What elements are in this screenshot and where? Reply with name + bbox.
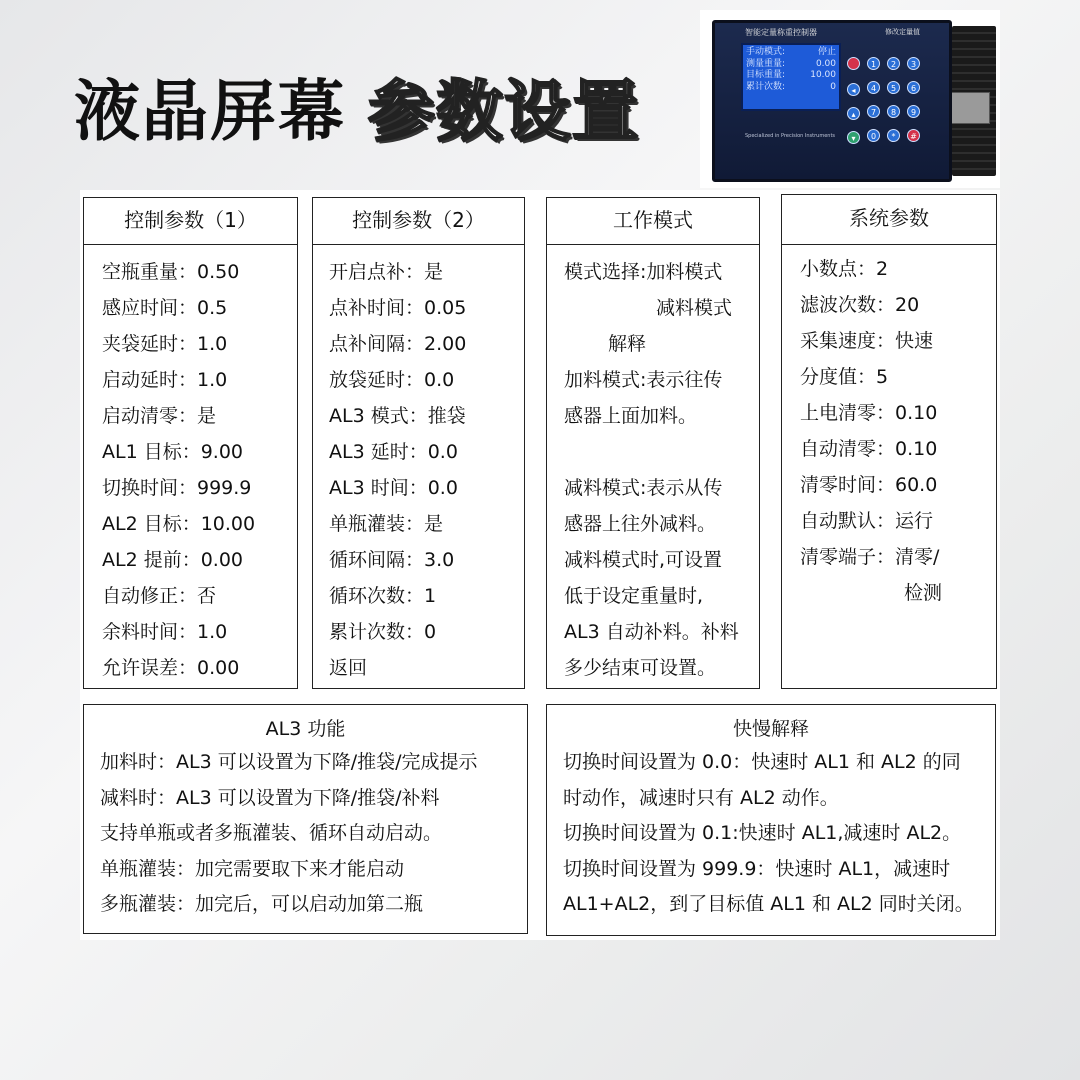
al3-header: AL3 功能 bbox=[265, 718, 346, 740]
lcd-row: 手动模式: 停止 bbox=[746, 47, 836, 57]
list-item: 多瓶灌装：加完后，可以启动加第二瓶 bbox=[100, 893, 424, 915]
device-footer-text: Specialized in Precision Instruments bbox=[745, 133, 836, 139]
list-item: 时动作，减速时只有 AL2 动作。 bbox=[563, 786, 839, 809]
up-arrow-key-icon: ▴ bbox=[847, 107, 860, 120]
list-item: 启动清零：是 bbox=[102, 405, 217, 427]
list-item: AL2 提前：0.00 bbox=[102, 549, 244, 571]
list-item: 清零端子：清零/ bbox=[800, 546, 940, 568]
list-item: AL1+AL2，到了目标值 AL1 和 AL2 同时关闭。 bbox=[563, 893, 974, 915]
list-item: 返回 bbox=[329, 657, 368, 679]
workmode-header-box bbox=[546, 197, 760, 245]
control2-header: 控制参数（2） bbox=[352, 208, 485, 232]
keypad-key-icon: 9 bbox=[907, 105, 920, 118]
list-item: AL1 目标：9.00 bbox=[102, 441, 244, 463]
sub-mode-desc: 多少结束可设置。 bbox=[564, 657, 717, 679]
list-item: 累计次数：0 bbox=[329, 621, 437, 643]
list-item: 点补间隔：2.00 bbox=[329, 333, 467, 355]
keypad-key-icon: 7 bbox=[867, 105, 880, 118]
lcd-row: 累计次数: 0 bbox=[746, 81, 836, 92]
lcd-row: 测量重量: 0.00 bbox=[746, 58, 836, 69]
list-item: 夹袋延时：1.0 bbox=[102, 333, 228, 355]
device-keys-title: 修改定量值 bbox=[885, 28, 920, 36]
list-item: 滤波次数：20 bbox=[800, 294, 920, 316]
list-item: 支持单瓶或者多瓶灌装、循环自动启动。 bbox=[100, 822, 443, 844]
lcd-row: 目标重量: 10.00 bbox=[746, 70, 836, 80]
list-item: 自动修正：否 bbox=[102, 585, 217, 607]
control2-header-box bbox=[312, 197, 525, 245]
list-item: AL3 延时：0.0 bbox=[329, 441, 458, 463]
device-front-panel bbox=[712, 20, 952, 182]
keypad-key-icon: 5 bbox=[887, 81, 900, 94]
control1-panel bbox=[83, 244, 298, 689]
list-item: 开启点补：是 bbox=[329, 261, 444, 283]
keypad-key-icon: 4 bbox=[867, 81, 880, 94]
sub-mode-desc: 感器上往外减料。 bbox=[564, 513, 717, 535]
headline-subtitle: 参数设置 bbox=[368, 72, 640, 150]
list-item: 切换时间设置为 0.1:快速时 AL1,减速时 AL2。 bbox=[563, 822, 962, 844]
add-mode-desc: 感器上面加料。 bbox=[564, 405, 698, 427]
sub-mode-desc: 减料模式时,可设置 bbox=[564, 549, 723, 571]
list-item: 循环次数：1 bbox=[329, 585, 437, 607]
list-item: 切换时间：999.9 bbox=[102, 477, 252, 499]
controller-device-photo bbox=[700, 10, 1000, 188]
down-arrow-key-icon: ▾ bbox=[847, 131, 860, 144]
sub-mode-desc: 减料模式:表示从传 bbox=[564, 477, 723, 499]
keypad-key-icon: 3 bbox=[907, 57, 920, 70]
keypad-key-icon: 6 bbox=[907, 81, 920, 94]
list-item: 分度值：5 bbox=[800, 366, 889, 388]
sub-mode-desc: AL3 自动补料。补料 bbox=[564, 621, 739, 643]
device-mount-clip bbox=[948, 92, 990, 124]
list-item: 自动清零：0.10 bbox=[800, 438, 938, 460]
list-item: 采集速度：快速 bbox=[800, 330, 934, 352]
system-header: 系统参数 bbox=[849, 206, 929, 230]
device-lcd-screen bbox=[741, 43, 841, 111]
workmode-panel bbox=[546, 244, 760, 689]
keypad-key-icon: 2 bbox=[887, 57, 900, 70]
keypad-key-icon: 0 bbox=[867, 129, 880, 142]
mode-select-line: 模式选择:加料模式 bbox=[564, 261, 723, 283]
list-item: 上电清零：0.10 bbox=[800, 402, 938, 424]
list-item: 切换时间设置为 999.9：快速时 AL1，减速时 bbox=[563, 857, 951, 880]
speed-panel bbox=[546, 704, 996, 936]
keypad-key-icon: * bbox=[887, 129, 900, 142]
list-item: AL3 时间：0.0 bbox=[329, 477, 458, 499]
headline-title: 液晶屏幕 bbox=[74, 72, 346, 150]
speed-header: 快慢解释 bbox=[732, 718, 809, 740]
list-item: 清零时间：60.0 bbox=[800, 474, 938, 496]
blank-line bbox=[564, 434, 739, 470]
left-arrow-key-icon: ◂ bbox=[847, 83, 860, 96]
add-mode-desc: 加料模式:表示往传 bbox=[564, 369, 723, 391]
list-item: 单瓶灌装：加完需要取下来才能启动 bbox=[100, 857, 405, 880]
control1-header: 控制参数（1） bbox=[124, 208, 257, 232]
list-item: 允许误差：0.00 bbox=[102, 657, 240, 679]
al3-panel bbox=[83, 704, 528, 934]
parameter-sheet bbox=[80, 190, 1000, 940]
workmode-header: 工作模式 bbox=[613, 208, 693, 232]
list-item: 单瓶灌装：是 bbox=[329, 513, 444, 535]
keypad-key-icon: 8 bbox=[887, 105, 900, 118]
list-item: 空瓶重量：0.50 bbox=[102, 261, 240, 283]
list-item: 切换时间设置为 0.0：快速时 AL1 和 AL2 的同 bbox=[563, 751, 961, 773]
control2-panel bbox=[312, 244, 525, 689]
sub-mode-desc: 低于设定重量时, bbox=[564, 585, 704, 607]
device-title: 智能定量称重控制器 bbox=[745, 28, 817, 37]
list-item: 自动默认：运行 bbox=[800, 510, 934, 532]
list-item: 启动延时：1.0 bbox=[102, 369, 228, 391]
explain-label: 解释 bbox=[608, 333, 647, 355]
list-item: 加料时：AL3 可以设置为下降/推袋/完成提示 bbox=[100, 751, 478, 773]
list-item: AL2 目标：10.00 bbox=[102, 513, 256, 535]
list-item: 放袋延时：0.0 bbox=[329, 369, 455, 391]
list-item: 循环间隔：3.0 bbox=[329, 549, 455, 571]
list-item: 点补时间：0.05 bbox=[329, 297, 467, 319]
list-item: 余料时间：1.0 bbox=[102, 621, 228, 643]
mode-alt-line: 减料模式 bbox=[656, 297, 733, 319]
list-item: AL3 模式：推袋 bbox=[329, 405, 466, 427]
list-item: 检测 bbox=[904, 582, 943, 604]
system-header-box bbox=[781, 194, 997, 245]
page-headline bbox=[74, 60, 640, 150]
system-panel bbox=[781, 244, 997, 689]
run-stop-key-icon bbox=[847, 57, 860, 70]
keypad-key-icon: # bbox=[907, 129, 920, 142]
keypad-key-icon: 1 bbox=[867, 57, 880, 70]
control1-header-box bbox=[83, 197, 298, 245]
list-item: 感应时间：0.5 bbox=[102, 297, 228, 319]
list-item: 小数点：2 bbox=[800, 258, 889, 280]
list-item: 减料时：AL3 可以设置为下降/推袋/补料 bbox=[100, 786, 440, 809]
